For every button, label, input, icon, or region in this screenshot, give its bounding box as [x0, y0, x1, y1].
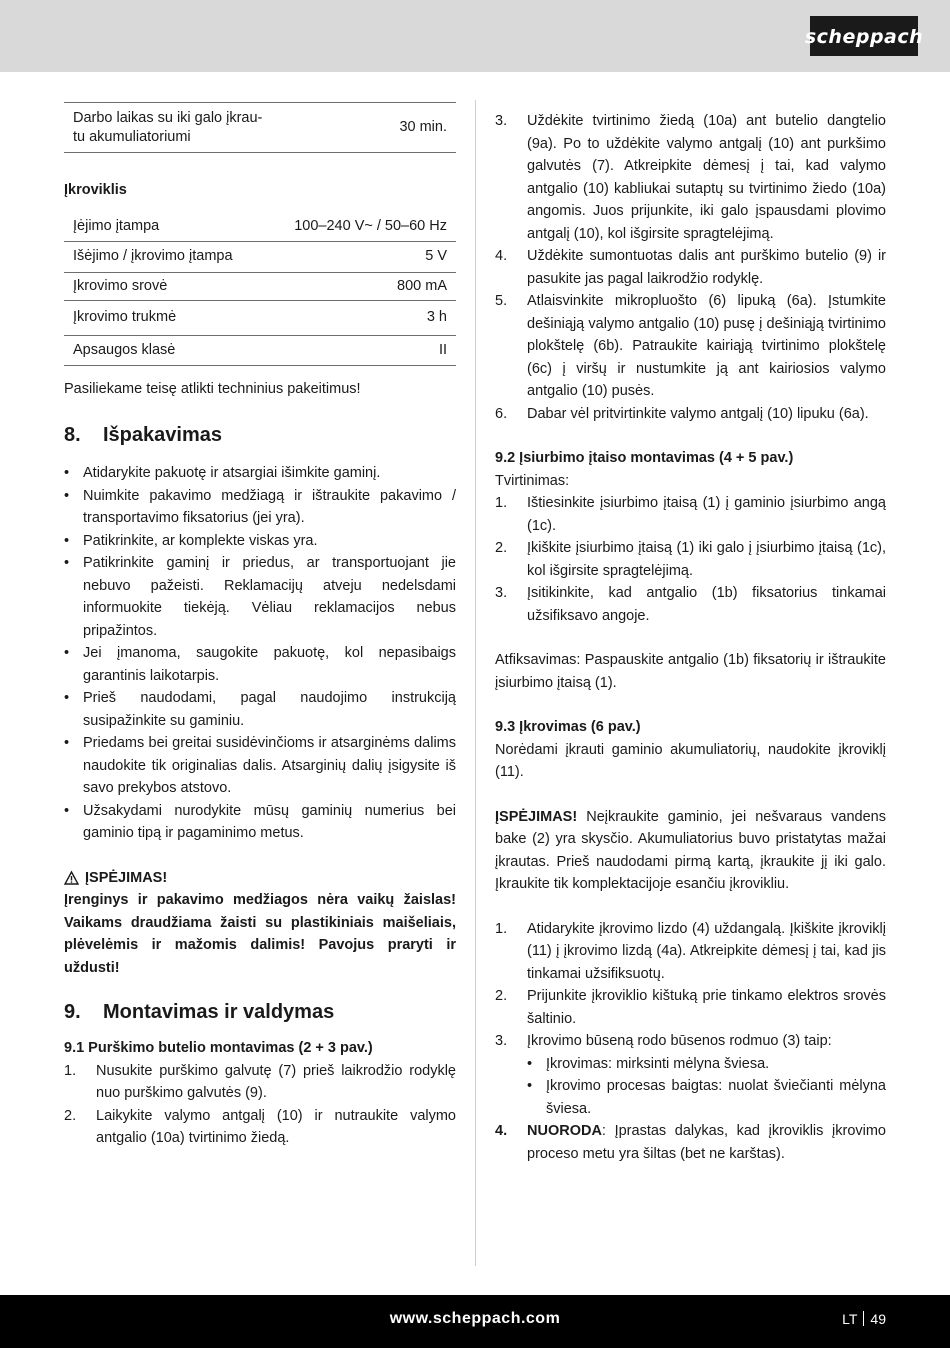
spec-label: Įkrovimo srovė	[64, 272, 264, 300]
list-item: • Patikrinkite, ar komplekte viskas yra.	[64, 530, 456, 553]
charging-warning-label: ĮSPĖJIMAS!	[495, 808, 578, 825]
spec-label: Apsaugos klasė	[64, 335, 264, 365]
step-item: 1. Ištiesinkite įsiurbimo įtaisą (1) į gaminio įsiurbimo angą (1c).	[495, 495, 886, 534]
step-item: 3. Įkrovimo būseną rodo būsenos rodmuo (3) taip: • Įkrovimas: mirksinti mėlyna šviesa. • Įkrovimo procesas baigtas: nuolat šviečianti mėlyna šviesa.	[495, 1030, 886, 1120]
subsection-9-2-heading: 9.2 Įsiurbimo įtaiso montavimas (4 + 5 pav.)	[495, 450, 794, 466]
header-bar	[0, 0, 950, 72]
spray-bottle-steps	[64, 1060, 456, 1150]
section-title: Montavimas ir valdymas	[103, 1001, 335, 1023]
suction-mount-steps	[495, 492, 886, 627]
right-column	[495, 110, 886, 1165]
scheppach-logo-icon	[804, 21, 924, 51]
mounting-intro: Tvirtinimas:	[495, 472, 570, 489]
left-column	[64, 102, 456, 1150]
spec-label: Darbo laikas su iki galo įkrau-tu akumuliatoriumi	[64, 103, 390, 153]
list-item: • Užsakydami nurodykite mūsų gaminių numerius bei gaminio tipą ir pagaminimo metus.	[64, 800, 456, 845]
column-divider	[475, 100, 476, 1266]
language-code: LT	[842, 1311, 858, 1327]
warning-block	[64, 867, 456, 980]
website-link[interactable]: www.scheppach.com	[389, 1310, 561, 1327]
section-9-heading	[64, 999, 456, 1025]
step-item: 1. Nusukite purškimo galvutę (7) prieš laikrodžio rodyklę nuo purškimo galvutės (9).	[64, 1062, 456, 1101]
note-label: NUORODA	[527, 1123, 602, 1139]
section-8-heading	[64, 422, 456, 448]
list-item: • Nuimkite pakavimo medžiagą ir ištraukite pakavimo / transportavimo fiksatorius (jei yra).	[64, 485, 456, 530]
step-item: 5. Atlaisvinkite mikropluošto (6) lipuką (6a). Įstumkite dešiniąją valymo antgalio (10) pusę į dešiniąją tvirtinimo plokštelę (6b). Patraukite kairiąją tvirtinimo plokštelę (6c) į viršų ir nustumkite ją ant kairiosios valymo antgalio (10) pusės.	[495, 293, 886, 399]
spec-value: 5 V	[264, 241, 456, 272]
step-item: 2. Prijunkite įkroviklio kištuką prie tinkamo elektros srovės šaltinio.	[495, 988, 886, 1027]
list-item: • Priedams bei greitai susidėvinčioms ir atsarginėms dalims naudokite tik originalias dalis. Atsarginių dalių įsigysite iš savo prekybos atstovo.	[64, 732, 456, 800]
warning-triangle-icon	[64, 871, 79, 885]
step-item: 1. Atidarykite įkrovimo lizdo (4) uždangalą. Įkiškite įkroviklį (11) į įkrovimo lizdą (4a). Atkreipkite dėmesį į tai, kad jis tinkamai užsifiksuotų.	[495, 920, 886, 982]
step-item: 3. Įsitikinkite, kad antgalio (1b) fiksatorius tinkamai užsifiksavo angoje.	[495, 585, 886, 624]
spray-bottle-steps-continued	[495, 110, 886, 425]
spec-label: Įėjimo įtampa	[64, 211, 264, 241]
warning-label: ĮSPĖJIMAS!	[85, 869, 168, 886]
spec-value: 30 min.	[390, 103, 456, 153]
status-item: • Įkrovimo procesas baigtas: nuolat šviečianti mėlyna šviesa.	[527, 1075, 886, 1120]
spec-value: 100–240 V~ / 50–60 Hz	[264, 211, 456, 241]
release-text: Atfiksavimas: Paspauskite antgalio (1b) fiksatorių ir ištraukite įsiurbimo įtaisą (1).	[495, 652, 886, 691]
list-item: • Atidarykite pakuotę ir atsargiai išimkite gaminį.	[64, 462, 456, 485]
spec-value: II	[264, 335, 456, 365]
brand-logo	[804, 16, 924, 56]
step-item: 2. Laikykite valymo antgalį (10) ir nutraukite valymo antgalio (10a) tvirtinimo žiedą.	[64, 1107, 456, 1146]
spec-label: Išėjimo / įkrovimo įtampa	[64, 241, 264, 272]
section-title: Išpakavimas	[103, 424, 222, 446]
charging-status-list	[527, 1053, 886, 1121]
spec-value: 800 mA	[264, 272, 456, 300]
warning-text: Įrenginys ir pakavimo medžiagos nėra vaikų žaislas! Vaikams draudžiama žaisti su plastikiniais maišeliais, plėvelėmis ir mažomis dalimis! Pavojus praryti ir uždusti!	[64, 892, 456, 976]
list-item: • Prieš naudodami, pagal naudojimo instrukciją susipažinkite su gaminiu.	[64, 687, 456, 732]
list-item: • Patikrinkite gaminį ir priedus, ar transportuojant jie nebuvo pažeisti. Reklamacijų atveju nedelsdami informuokite tiekėją. Vėliau reklamacijos nebus pripažintos.	[64, 552, 456, 642]
charging-intro: Norėdami įkrauti gaminio akumuliatorių, naudokite įkroviklį (11).	[495, 741, 886, 780]
subsection-9-3-heading: 9.3 Įkrovimas (6 pav.)	[495, 719, 641, 735]
step-item: 4. Uždėkite sumontuotas dalis ant purškimo butelio (9) ir pasukite jas pagal laikrodžio rodyklę.	[495, 248, 886, 287]
spec-label: Įkrovimo trukmė	[64, 300, 264, 335]
page-indicator	[842, 1308, 886, 1330]
page-number: 49	[870, 1311, 886, 1327]
section-number: 9.	[64, 1001, 81, 1023]
charger-table	[64, 211, 456, 366]
step-item: 6. Dabar vėl pritvirtinkite valymo antgalį (10) lipuku (6a).	[495, 405, 869, 422]
charging-steps	[495, 918, 886, 1166]
subsection-9-1-heading: 9.1 Purškimo butelio montavimas (2 + 3 pav.)	[64, 1040, 373, 1056]
runtime-table	[64, 102, 456, 153]
footer-bar	[0, 1295, 950, 1348]
svg-text:scheppach: scheppach	[804, 26, 924, 48]
list-item: • Jei įmanoma, saugokite pakuotę, kol nepasibaigs garantinis laikotarpis.	[64, 642, 456, 687]
status-item: • Įkrovimas: mirksinti mėlyna šviesa.	[527, 1053, 886, 1076]
step-item: 4. NUORODA: Įprastas dalykas, kad įkroviklis įkrovimo proceso metu yra šiltas (bet ne karštas).	[495, 1123, 886, 1162]
warning-title	[64, 867, 456, 890]
charging-warning: ĮSPĖJIMAS! Neįkraukite gaminio, jei nešvaraus vandens bake (2) yra skysčio. Akumuliatorius buvo pristatytas mažai įkrautas. Prieš naudodami pirmą kartą, įkraukite jį iki galo. Įkraukite tik komplektacijoje esančiu įkrovikliu.	[495, 808, 886, 892]
charger-heading: Įkroviklis	[64, 182, 127, 198]
technical-changes-note: Pasiliekame teisę atlikti techninius pakeitimus!	[64, 380, 361, 397]
step-item: 2. Įkiškite įsiurbimo įtaisą (1) iki galo į įsiurbimo įtaisą (1c), kol išgirsite spragtelėjimą.	[495, 540, 886, 579]
separator	[863, 1311, 864, 1326]
unpacking-list	[64, 462, 456, 845]
section-number: 8.	[64, 424, 81, 446]
step-item: 3. Uždėkite tvirtinimo žiedą (10a) ant butelio dangtelio (9a). Po to uždėkite valymo antgalį (10) ant purkšimo galvutės (7). Atkreipkite dėmesį į tai, kad valymo antgalio (10) kabliukai sutaptų su tvirtinimo žiedo (10a) angomis. Juos prijunkite, iki galo įspausdami plovimo antgalį (10), kol išgirsite spragtelėjimą.	[495, 113, 886, 242]
spec-value: 3 h	[264, 300, 456, 335]
